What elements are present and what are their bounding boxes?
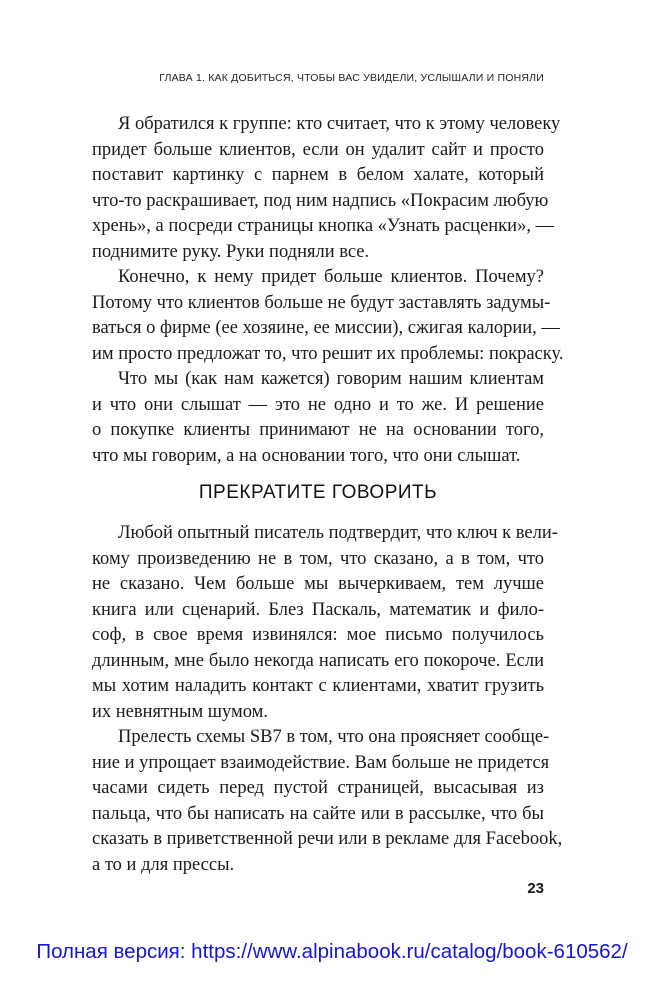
text-line: их невнятным шумом. — [92, 701, 268, 722]
text-line: что-то раскрашивает, под ним надпись «Покрасим любую — [92, 190, 549, 211]
paragraph — [92, 725, 563, 878]
text-line: поставит картинку с парнем в белом халате, который — [92, 165, 544, 185]
text-line: поднимите руку. Руки подняли все. — [92, 241, 370, 262]
text-line: Что мы (как нам кажется) говорим нашим клиентам — [118, 369, 544, 389]
text-line: о покупке клиенты принимают не на основании того, — [92, 420, 544, 440]
text-line: а то и для прессы. — [92, 854, 235, 875]
text-line: сказать в приветственной речи или в рекламе для Facebook, — [92, 829, 563, 849]
text-line: кому произведению не в том, что сказано, а в том, что — [92, 548, 544, 569]
running-head: ГЛАВА 1. КАК ДОБИТЬСЯ, ЧТОБЫ ВАС УВИДЕЛИ, УСЛЫШАЛИ И ПОНЯЛИ — [159, 72, 544, 84]
text-line: ваться о фирме (ее хозяине, ее миссии), сжигая калории, — — [92, 318, 560, 338]
text-line: Прелесть схемы SB7 в том, что она проясняет сообще- — [118, 727, 550, 747]
text-line: не сказано. Чем больше мы вычеркиваем, тем лучше — [92, 574, 544, 594]
text-line: длинным, мне было некогда написать его покороче. Если — [92, 650, 544, 671]
text-line: книга или сценарий. Блез Паскаль, математик и фило- — [92, 599, 544, 620]
paragraph — [92, 265, 564, 367]
text-line: мы хотим наладить контакт с клиентами, хватит грузить — [92, 676, 544, 696]
paragraph — [92, 521, 558, 725]
section-heading: ПРЕКРАТИТЕ ГОВОРИТЬ — [198, 482, 438, 503]
text-line: им просто предложат то, что решит их проблемы: покраску. — [92, 343, 564, 364]
text-line: Я обратился к группе: кто считает, что к этому человеку — [118, 114, 561, 134]
text-line: хрень», а посреди страницы кнопка «Узнать расценки», — — [92, 216, 555, 236]
text-line: Конечно, к нему придет больше клиентов. Почему? — [118, 267, 544, 287]
page-number: 23 — [527, 880, 544, 897]
section-1-body — [92, 112, 564, 469]
text-line: что мы говорим, а на основании того, что они слышат. — [92, 445, 521, 466]
full-version-link[interactable]: Полная версия: https://www.alpinabook.ru/catalog/book-610562/ — [36, 940, 628, 963]
text-line: Потому что клиентов больше не будут заставлять задумы- — [92, 292, 551, 313]
text-line: придет больше клиентов, если он удалит сайт и просто — [92, 139, 544, 160]
text-line: и что они слышат — это не одно и то же. И решение — [92, 394, 544, 415]
section-2-body — [92, 521, 563, 878]
text-line: ние и упрощает взаимодействие. Вам больше не придется — [92, 752, 550, 773]
text-line: Любой опытный писатель подтвердит, что ключ к вели- — [118, 523, 558, 543]
text-line: соф, в свое время извинялся: мое письмо получилось — [92, 625, 544, 645]
text-line: часами сидеть перед пустой страницей, высасывая из — [92, 778, 544, 798]
paragraph — [92, 367, 544, 469]
text-line: пальца, что бы написать на сайте или в рассылке, что бы — [92, 803, 544, 824]
paragraph — [92, 112, 561, 265]
